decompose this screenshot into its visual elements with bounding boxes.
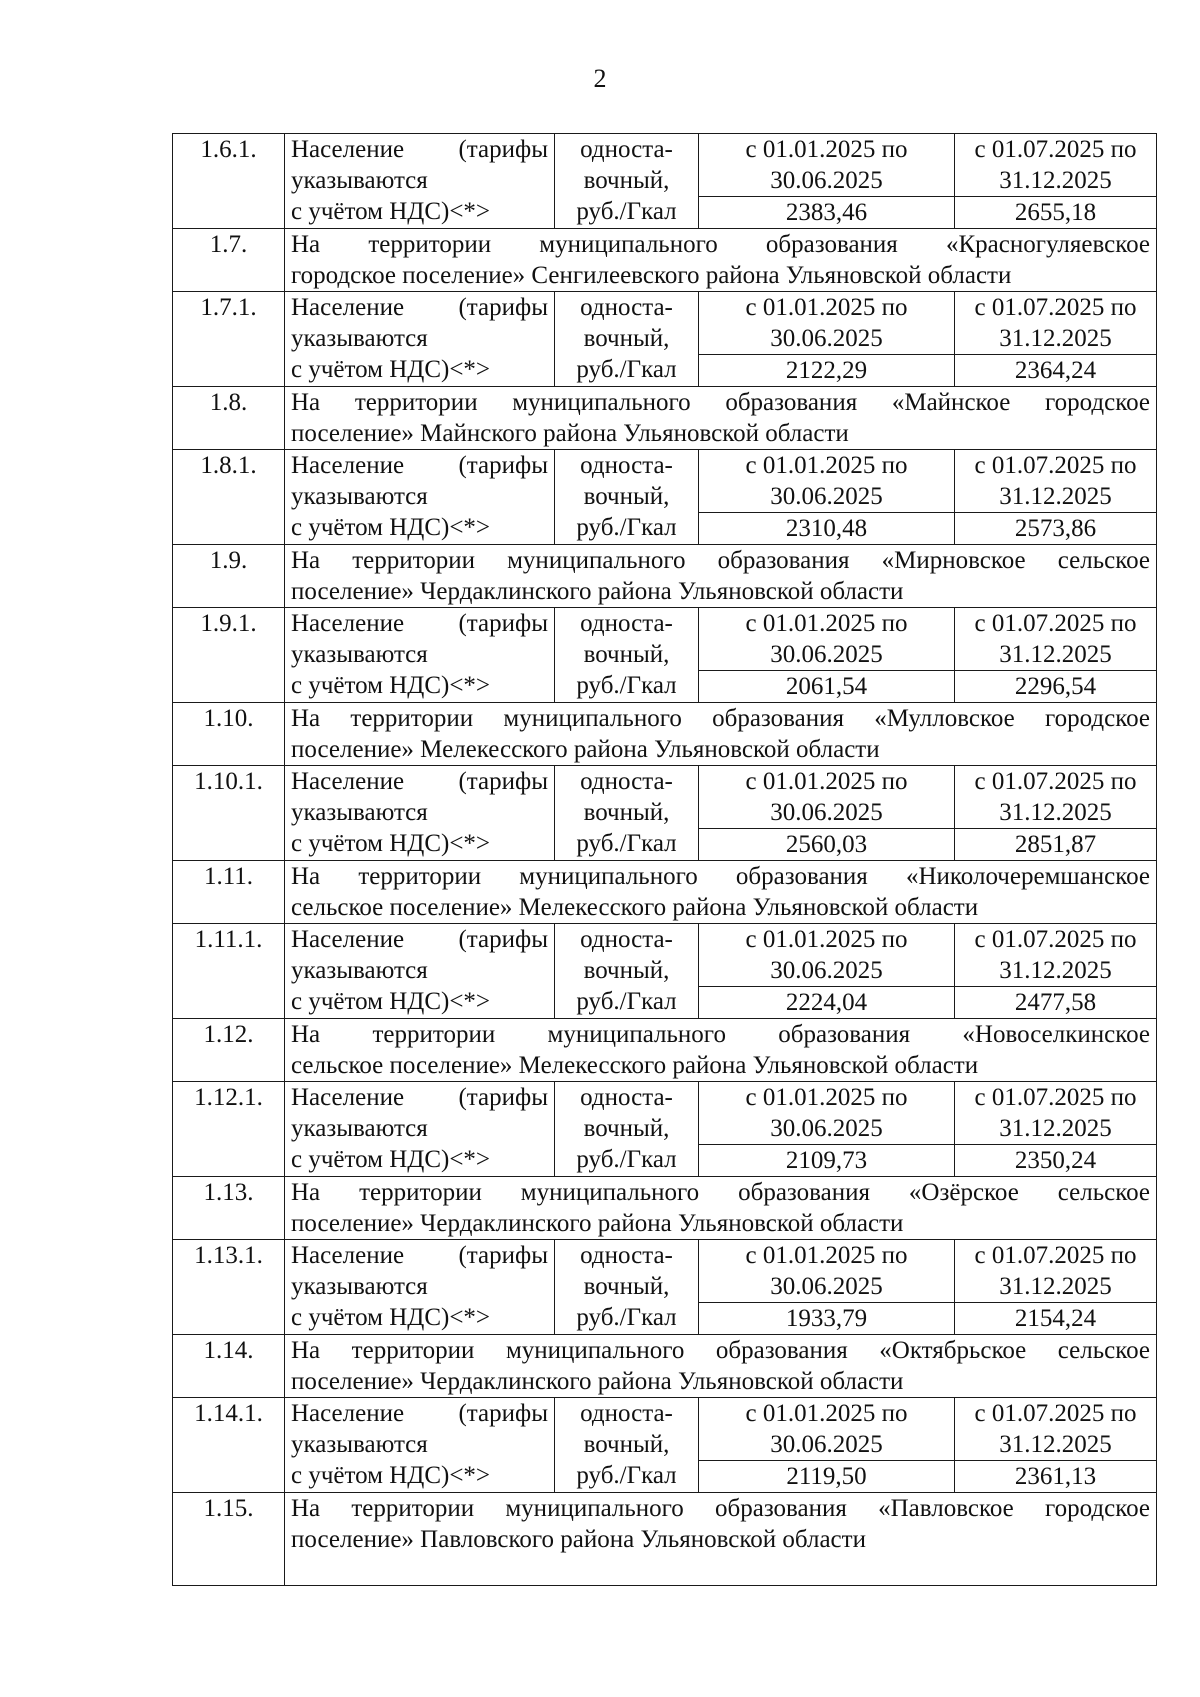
row-number: 1.14.1.: [173, 1398, 285, 1493]
rate-line: односта-: [580, 452, 673, 479]
consumer-line: указываются: [291, 641, 428, 668]
consumer-word: Население: [291, 1400, 405, 1427]
price-second-half: 2361,13: [955, 1461, 1157, 1493]
tariff-table: [172, 133, 1157, 1586]
territory-line: На территории муниципального образования «Николочеремшанское: [291, 863, 1150, 890]
tariff-period-row: [173, 450, 1157, 513]
row-number: 1.6.1.: [173, 134, 285, 229]
tariff-period-row: [173, 292, 1157, 355]
territory-description: [285, 545, 1157, 608]
rate-line: вочный,: [583, 167, 670, 194]
row-number: 1.10.1.: [173, 766, 285, 861]
price-first-half: 2224,04: [699, 987, 955, 1019]
row-number: 1.15.: [173, 1493, 285, 1586]
period-second-half: с 01.07.2025 по 31.12.2025: [955, 608, 1157, 671]
territory-line: поселение» Майнского района Ульяновской области: [291, 420, 849, 447]
rate-line: односта-: [580, 610, 673, 637]
rate-type: [555, 1398, 699, 1493]
price-second-half: 2851,87: [955, 829, 1157, 861]
row-number: 1.7.: [173, 229, 285, 292]
rate-type: [555, 1240, 699, 1335]
consumer-line: [291, 608, 548, 639]
consumer-word: Население: [291, 452, 405, 479]
consumer-category: [285, 292, 555, 387]
territory-row: [173, 1177, 1157, 1240]
consumer-word: Население: [291, 294, 405, 321]
consumer-word: Население: [291, 1242, 405, 1269]
consumer-line: [291, 1082, 548, 1113]
consumer-category: [285, 1398, 555, 1493]
price-second-half: 2573,86: [955, 513, 1157, 545]
period-second-half: с 01.07.2025 по 31.12.2025: [955, 766, 1157, 829]
period-second-half: с 01.07.2025 по 31.12.2025: [955, 292, 1157, 355]
consumer-word: (тарифы: [458, 926, 548, 953]
rate-type: [555, 450, 699, 545]
row-number: 1.8.: [173, 387, 285, 450]
consumer-word: (тарифы: [458, 294, 548, 321]
territory-line: На территории муниципального образования «Мулловское городское: [291, 705, 1150, 732]
consumer-line: с учётом НДС)<*>: [291, 514, 491, 541]
consumer-category: [285, 924, 555, 1019]
consumer-line: [291, 134, 548, 165]
consumer-word: (тарифы: [458, 1242, 548, 1269]
consumer-category: [285, 608, 555, 703]
territory-line: На территории муниципального образования «Октябрьское сельское: [291, 1337, 1150, 1364]
period-first-half: с 01.01.2025 по 30.06.2025: [699, 1082, 955, 1145]
consumer-line: [291, 292, 548, 323]
tariff-period-row: [173, 1398, 1157, 1461]
consumer-line: указываются: [291, 799, 428, 826]
period-first-half: с 01.01.2025 по 30.06.2025: [699, 134, 955, 197]
territory-line: поселение» Чердаклинского района Ульяновской области: [291, 1210, 904, 1237]
territory-line: На территории муниципального образования «Павловское городское: [291, 1495, 1150, 1522]
consumer-line: [291, 924, 548, 955]
rate-line: односта-: [580, 1242, 673, 1269]
rate-line: руб./Гкал: [576, 988, 677, 1015]
consumer-line: [291, 1240, 548, 1271]
territory-description: [285, 703, 1157, 766]
rate-line: руб./Гкал: [576, 1462, 677, 1489]
row-number: 1.10.: [173, 703, 285, 766]
consumer-word: Население: [291, 768, 405, 795]
territory-description: [285, 1335, 1157, 1398]
price-first-half: 2310,48: [699, 513, 955, 545]
territory-row: [173, 703, 1157, 766]
consumer-line: указываются: [291, 957, 428, 984]
consumer-word: (тарифы: [458, 136, 548, 163]
period-second-half: с 01.07.2025 по 31.12.2025: [955, 450, 1157, 513]
consumer-word: (тарифы: [458, 452, 548, 479]
consumer-word: Население: [291, 1084, 405, 1111]
consumer-line: [291, 450, 548, 481]
rate-line: односта-: [580, 768, 673, 795]
price-first-half: 1933,79: [699, 1303, 955, 1335]
consumer-line: указываются: [291, 167, 428, 194]
consumer-word: (тарифы: [458, 1400, 548, 1427]
rate-line: руб./Гкал: [576, 672, 677, 699]
price-first-half: 2061,54: [699, 671, 955, 703]
tariff-period-row: [173, 1082, 1157, 1145]
territory-description: [285, 387, 1157, 450]
consumer-category: [285, 450, 555, 545]
price-second-half: 2296,54: [955, 671, 1157, 703]
territory-line: На территории муниципального образования «Мирновское сельское: [291, 547, 1150, 574]
period-second-half: с 01.07.2025 по 31.12.2025: [955, 1082, 1157, 1145]
period-second-half: с 01.07.2025 по 31.12.2025: [955, 924, 1157, 987]
price-second-half: 2154,24: [955, 1303, 1157, 1335]
rate-type: [555, 292, 699, 387]
territory-description: [285, 1493, 1157, 1586]
consumer-category: [285, 134, 555, 229]
territory-row: [173, 387, 1157, 450]
tariff-period-row: [173, 766, 1157, 829]
consumer-line: указываются: [291, 1115, 428, 1142]
consumer-word: Население: [291, 610, 405, 637]
tariff-period-row: [173, 924, 1157, 987]
consumer-word: (тарифы: [458, 768, 548, 795]
period-second-half: с 01.07.2025 по 31.12.2025: [955, 1398, 1157, 1461]
row-number: 1.7.1.: [173, 292, 285, 387]
period-first-half: с 01.01.2025 по 30.06.2025: [699, 924, 955, 987]
price-first-half: 2383,46: [699, 197, 955, 229]
territory-line: На территории муниципального образования «Красногуляевское: [291, 231, 1150, 258]
rate-line: вочный,: [583, 641, 670, 668]
territory-row: [173, 1019, 1157, 1082]
row-number: 1.13.1.: [173, 1240, 285, 1335]
territory-line: поселение» Чердаклинского района Ульяновской области: [291, 1368, 904, 1395]
consumer-line: указываются: [291, 1431, 428, 1458]
rate-line: вочный,: [583, 483, 670, 510]
rate-line: руб./Гкал: [576, 514, 677, 541]
consumer-line: с учётом НДС)<*>: [291, 672, 491, 699]
page-number: 2: [593, 64, 607, 93]
row-number: 1.14.: [173, 1335, 285, 1398]
rate-type: [555, 134, 699, 229]
territory-line: сельское поселение» Мелекесского района Ульяновской области: [291, 1052, 979, 1079]
rate-line: вочный,: [583, 1273, 670, 1300]
consumer-line: [291, 766, 548, 797]
period-first-half: с 01.01.2025 по 30.06.2025: [699, 1240, 955, 1303]
price-second-half: 2655,18: [955, 197, 1157, 229]
rate-line: вочный,: [583, 325, 670, 352]
territory-description: [285, 861, 1157, 924]
rate-line: вочный,: [583, 1431, 670, 1458]
period-second-half: с 01.07.2025 по 31.12.2025: [955, 1240, 1157, 1303]
consumer-word: Население: [291, 136, 405, 163]
row-number: 1.8.1.: [173, 450, 285, 545]
row-number: 1.12.1.: [173, 1082, 285, 1177]
consumer-line: с учётом НДС)<*>: [291, 988, 491, 1015]
territory-row: [173, 229, 1157, 292]
territory-line: поселение» Мелекесского района Ульяновской области: [291, 736, 880, 763]
rate-line: односта-: [580, 926, 673, 953]
rate-type: [555, 924, 699, 1019]
price-second-half: 2350,24: [955, 1145, 1157, 1177]
territory-line: На территории муниципального образования «Майнское городское: [291, 389, 1150, 416]
consumer-line: [291, 1398, 548, 1429]
rate-line: односта-: [580, 294, 673, 321]
territory-description: [285, 229, 1157, 292]
price-second-half: 2364,24: [955, 355, 1157, 387]
consumer-line: с учётом НДС)<*>: [291, 1462, 491, 1489]
row-number: 1.13.: [173, 1177, 285, 1240]
rate-line: односта-: [580, 1084, 673, 1111]
row-number: 1.9.1.: [173, 608, 285, 703]
consumer-word: Население: [291, 926, 405, 953]
consumer-line: с учётом НДС)<*>: [291, 830, 491, 857]
period-first-half: с 01.01.2025 по 30.06.2025: [699, 766, 955, 829]
rate-line: руб./Гкал: [576, 1146, 677, 1173]
consumer-line: указываются: [291, 483, 428, 510]
territory-line: городское поселение» Сенгилеевского района Ульяновской области: [291, 262, 1012, 289]
consumer-line: с учётом НДС)<*>: [291, 1304, 491, 1331]
rate-type: [555, 1082, 699, 1177]
consumer-line: с учётом НДС)<*>: [291, 198, 491, 225]
row-number: 1.12.: [173, 1019, 285, 1082]
row-number: 1.11.1.: [173, 924, 285, 1019]
territory-row: [173, 1335, 1157, 1398]
period-second-half: с 01.07.2025 по 31.12.2025: [955, 134, 1157, 197]
rate-line: вочный,: [583, 799, 670, 826]
territory-line: сельское поселение» Мелекесского района Ульяновской области: [291, 894, 979, 921]
price-first-half: 2109,73: [699, 1145, 955, 1177]
price-first-half: 2560,03: [699, 829, 955, 861]
price-first-half: 2122,29: [699, 355, 955, 387]
rate-line: руб./Гкал: [576, 198, 677, 225]
consumer-line: указываются: [291, 1273, 428, 1300]
territory-line: На территории муниципального образования «Озёрское сельское: [291, 1179, 1150, 1206]
territory-row: [173, 545, 1157, 608]
tariff-period-row: [173, 1240, 1157, 1303]
territory-description: [285, 1177, 1157, 1240]
consumer-line: с учётом НДС)<*>: [291, 356, 491, 383]
price-second-half: 2477,58: [955, 987, 1157, 1019]
period-first-half: с 01.01.2025 по 30.06.2025: [699, 450, 955, 513]
rate-line: односта-: [580, 136, 673, 163]
price-first-half: 2119,50: [699, 1461, 955, 1493]
tariff-period-row: [173, 134, 1157, 197]
rate-line: вочный,: [583, 957, 670, 984]
territory-row: [173, 1493, 1157, 1586]
rate-line: односта-: [580, 1400, 673, 1427]
consumer-category: [285, 1082, 555, 1177]
rate-line: руб./Гкал: [576, 356, 677, 383]
consumer-line: указываются: [291, 325, 428, 352]
row-number: 1.11.: [173, 861, 285, 924]
rate-type: [555, 608, 699, 703]
territory-line: На территории муниципального образования «Новоселкинское: [291, 1021, 1150, 1048]
row-number: 1.9.: [173, 545, 285, 608]
period-first-half: с 01.01.2025 по 30.06.2025: [699, 1398, 955, 1461]
rate-line: руб./Гкал: [576, 830, 677, 857]
consumer-word: (тарифы: [458, 1084, 548, 1111]
territory-line: поселение» Чердаклинского района Ульяновской области: [291, 578, 904, 605]
territory-description: [285, 1019, 1157, 1082]
consumer-line: с учётом НДС)<*>: [291, 1146, 491, 1173]
period-first-half: с 01.01.2025 по 30.06.2025: [699, 608, 955, 671]
territory-line: поселение» Павловского района Ульяновской области: [291, 1526, 866, 1553]
consumer-category: [285, 1240, 555, 1335]
consumer-word: (тарифы: [458, 610, 548, 637]
rate-line: вочный,: [583, 1115, 670, 1142]
rate-type: [555, 766, 699, 861]
period-first-half: с 01.01.2025 по 30.06.2025: [699, 292, 955, 355]
territory-row: [173, 861, 1157, 924]
rate-line: руб./Гкал: [576, 1304, 677, 1331]
tariff-period-row: [173, 608, 1157, 671]
consumer-category: [285, 766, 555, 861]
